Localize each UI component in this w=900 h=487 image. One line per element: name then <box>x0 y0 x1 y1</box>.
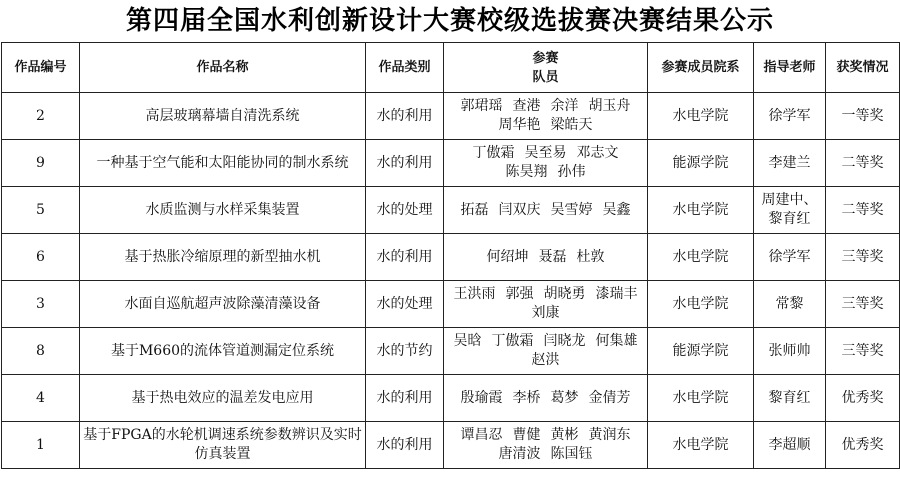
cell-category: 水的利用 <box>366 422 444 469</box>
member-name: 金倩芳 <box>588 389 631 406</box>
cell-award: 优秀奖 <box>826 375 900 422</box>
cell-advisor: 徐学军 <box>754 93 826 140</box>
cell-advisor: 张师帅 <box>754 328 826 375</box>
table-row <box>2 328 900 375</box>
member-name: 谭昌忍 <box>460 427 503 443</box>
table-row <box>2 375 900 422</box>
member-name: 余洋 <box>550 98 579 114</box>
member-name: 黄润东 <box>588 427 631 443</box>
cell-advisor: 常黎 <box>754 281 826 328</box>
cell-id: 4 <box>2 375 80 422</box>
cell-college: 水电学院 <box>648 187 754 234</box>
member-name: 胡晓勇 <box>543 286 586 302</box>
member-name: 吴鑫 <box>602 201 631 218</box>
cell-advisor: 李建兰 <box>754 140 826 187</box>
table-row <box>2 187 900 234</box>
cell-advisor: 周建中、黎育红 <box>754 187 826 234</box>
cell-name: 基于热电效应的温差发电应用 <box>80 375 366 422</box>
member-name: 刘康 <box>531 305 560 321</box>
cell-name: 一种基于空气能和太阳能协同的制水系统 <box>80 140 366 187</box>
table-row <box>2 281 900 328</box>
member-name: 陈昊翔 <box>505 164 548 180</box>
cell-category: 水的利用 <box>366 93 444 140</box>
page-title: 第四届全国水利创新设计大赛校级选拔赛决赛结果公示 <box>125 6 774 36</box>
cell-members <box>444 93 648 140</box>
member-name: 曹健 <box>512 427 541 443</box>
member-name: 邓志文 <box>576 145 619 161</box>
member-name: 孙伟 <box>557 164 586 180</box>
cell-college: 能源学院 <box>648 328 754 375</box>
cell-college: 能源学院 <box>648 140 754 187</box>
cell-college: 水电学院 <box>648 234 754 281</box>
member-name: 何集雄 <box>595 333 638 349</box>
member-name: 唐清波 <box>498 446 541 462</box>
cell-award: 三等奖 <box>826 234 900 281</box>
member-name: 李桥 <box>512 389 541 406</box>
member-name: 胡玉舟 <box>588 98 631 114</box>
member-name: 郭强 <box>505 286 534 302</box>
cell-category: 水的利用 <box>366 234 444 281</box>
member-name: 拓磊 <box>460 201 489 218</box>
table-row <box>2 234 900 281</box>
cell-id: 9 <box>2 140 80 187</box>
member-name: 闫晓龙 <box>543 333 586 349</box>
member-name: 吴至易 <box>524 145 567 161</box>
cell-id: 2 <box>2 93 80 140</box>
header-team-line2: 队员 <box>532 69 559 85</box>
cell-name: 高层玻璃幕墙自清洗系统 <box>80 93 366 140</box>
member-name: 丁傲霜 <box>472 145 515 161</box>
cell-category: 水的处理 <box>366 187 444 234</box>
header-team-line1: 参赛 <box>532 50 559 66</box>
cell-members <box>444 234 648 281</box>
table-row <box>2 93 900 140</box>
member-name: 葛梦 <box>550 389 579 406</box>
member-name: 王洪雨 <box>453 286 496 302</box>
member-name: 吴晗 <box>453 333 482 349</box>
cell-name: 基于FPGA的水轮机调速系统参数辨识及实时仿真装置 <box>80 422 366 469</box>
cell-college: 水电学院 <box>648 281 754 328</box>
member-name: 吴雪婷 <box>550 201 593 218</box>
cell-award: 二等奖 <box>826 140 900 187</box>
member-name: 黄彬 <box>550 427 579 443</box>
table-row <box>2 140 900 187</box>
cell-college: 水电学院 <box>648 93 754 140</box>
cell-college: 水电学院 <box>648 375 754 422</box>
cell-award: 三等奖 <box>826 328 900 375</box>
cell-name: 水面自巡航超声波除藻清藻设备 <box>80 281 366 328</box>
member-name: 郭珺瑶 <box>460 98 503 114</box>
member-name: 丁傲霜 <box>491 333 534 349</box>
cell-college: 水电学院 <box>648 422 754 469</box>
header-advisor: 指导老师 <box>754 43 826 93</box>
cell-members <box>444 375 648 422</box>
member-name: 何绍坤 <box>486 248 529 265</box>
member-name: 陈国钰 <box>550 446 593 462</box>
header-team <box>444 43 648 93</box>
cell-advisor: 徐学军 <box>754 234 826 281</box>
header-category: 作品类别 <box>366 43 444 93</box>
cell-award: 二等奖 <box>826 187 900 234</box>
cell-award: 优秀奖 <box>826 422 900 469</box>
cell-id: 1 <box>2 422 80 469</box>
member-name: 梁皓天 <box>550 117 593 133</box>
cell-members <box>444 187 648 234</box>
cell-name: 基于热胀冷缩原理的新型抽水机 <box>80 234 366 281</box>
member-name: 查港 <box>512 98 541 114</box>
member-name: 聂磊 <box>538 248 567 265</box>
cell-members <box>444 140 648 187</box>
member-name: 漆瑞丰 <box>595 286 638 302</box>
member-name: 赵洪 <box>531 352 560 368</box>
cell-advisor: 李超顺 <box>754 422 826 469</box>
results-table <box>1 42 900 469</box>
header-id: 作品编号 <box>2 43 80 93</box>
cell-category: 水的利用 <box>366 375 444 422</box>
cell-name: 水质监测与水样采集装置 <box>80 187 366 234</box>
cell-id: 6 <box>2 234 80 281</box>
header-award: 获奖情况 <box>826 43 900 93</box>
cell-id: 3 <box>2 281 80 328</box>
table-row <box>2 422 900 469</box>
cell-id: 5 <box>2 187 80 234</box>
cell-members <box>444 422 648 469</box>
cell-award: 一等奖 <box>826 93 900 140</box>
cell-id: 8 <box>2 328 80 375</box>
cell-members <box>444 281 648 328</box>
member-name: 闫双庆 <box>498 201 541 218</box>
header-college: 参赛成员院系 <box>648 43 754 93</box>
member-name: 杜敦 <box>576 248 605 265</box>
member-name: 周华艳 <box>498 117 541 133</box>
member-name: 殷瑜霞 <box>460 389 503 406</box>
cell-name: 基于M660的流体管道测漏定位系统 <box>80 328 366 375</box>
cell-category: 水的处理 <box>366 281 444 328</box>
cell-members <box>444 328 648 375</box>
cell-category: 水的利用 <box>366 140 444 187</box>
cell-category: 水的节约 <box>366 328 444 375</box>
cell-award: 三等奖 <box>826 281 900 328</box>
table-header-row <box>2 43 900 93</box>
cell-advisor: 黎育红 <box>754 375 826 422</box>
header-name: 作品名称 <box>80 43 366 93</box>
